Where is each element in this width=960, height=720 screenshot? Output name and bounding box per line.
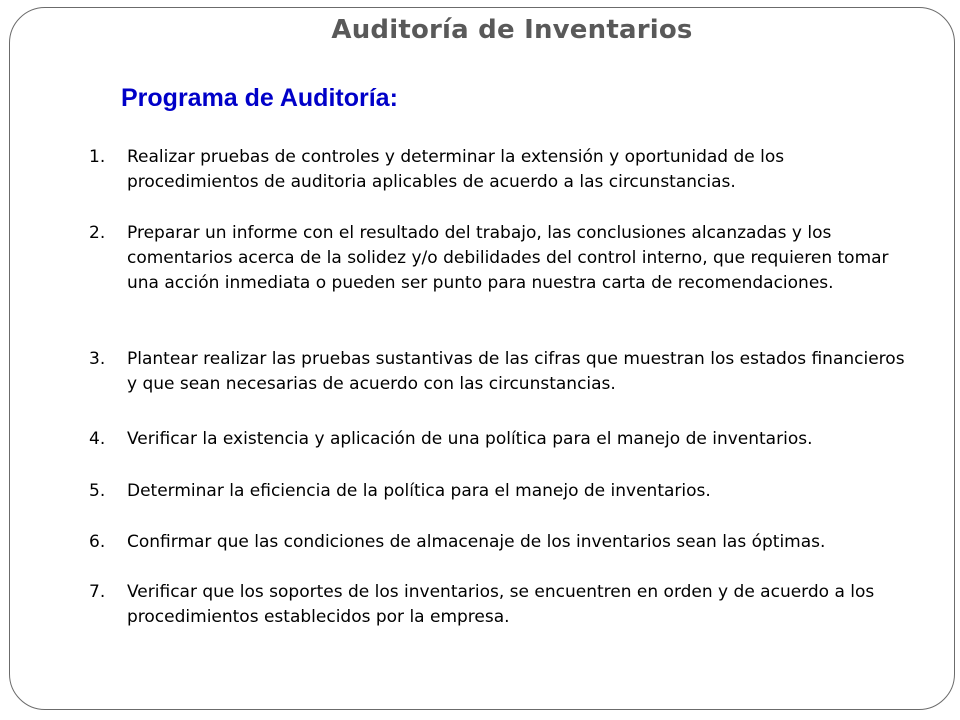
item-text: Confirmar que las condiciones de almacenaje de los inventarios sean las óptimas. xyxy=(127,532,826,552)
item-number: 2. xyxy=(89,223,106,243)
item-number: 5. xyxy=(89,481,106,501)
item-text: Verificar que los soportes de los inventarios, se encuentren en orden y de acuerdo a los procedimientos establecidos por la empresa. xyxy=(127,582,875,627)
item-text: Plantear realizar las pruebas sustantivas de las cifras que muestran los estados financieros y que sean necesarias de acuerdo con las circunstancias. xyxy=(127,349,905,394)
list-item xyxy=(89,347,919,397)
item-text: Realizar pruebas de controles y determinar la extensión y oportunidad de los procedimientos de auditoria aplicables de acuerdo a las circunstancias. xyxy=(127,147,785,192)
list-item xyxy=(89,221,919,296)
item-number: 6. xyxy=(89,532,106,552)
item-number: 3. xyxy=(89,349,106,369)
list-item xyxy=(89,580,919,630)
page-title: Auditoría de Inventarios xyxy=(331,15,693,45)
item-text: Preparar un informe con el resultado del trabajo, las conclusiones alcanzadas y los comentarios acerca de la solidez y/o debilidades del control interno, que requieren tomar una acción inmediata o pueden ser punto para nuestra carta de recomendaciones. xyxy=(127,223,889,293)
list-item xyxy=(89,145,919,195)
list-item xyxy=(89,479,919,504)
list-item xyxy=(89,530,919,555)
item-number: 1. xyxy=(89,147,106,167)
item-number: 7. xyxy=(89,582,106,602)
list-item xyxy=(89,427,919,452)
section-subtitle: Programa de Auditoría: xyxy=(121,84,398,112)
item-text: Verificar la existencia y aplicación de una política para el manejo de inventarios. xyxy=(127,429,813,449)
item-number: 4. xyxy=(89,429,106,449)
item-text: Determinar la eficiencia de la política para el manejo de inventarios. xyxy=(127,481,711,501)
